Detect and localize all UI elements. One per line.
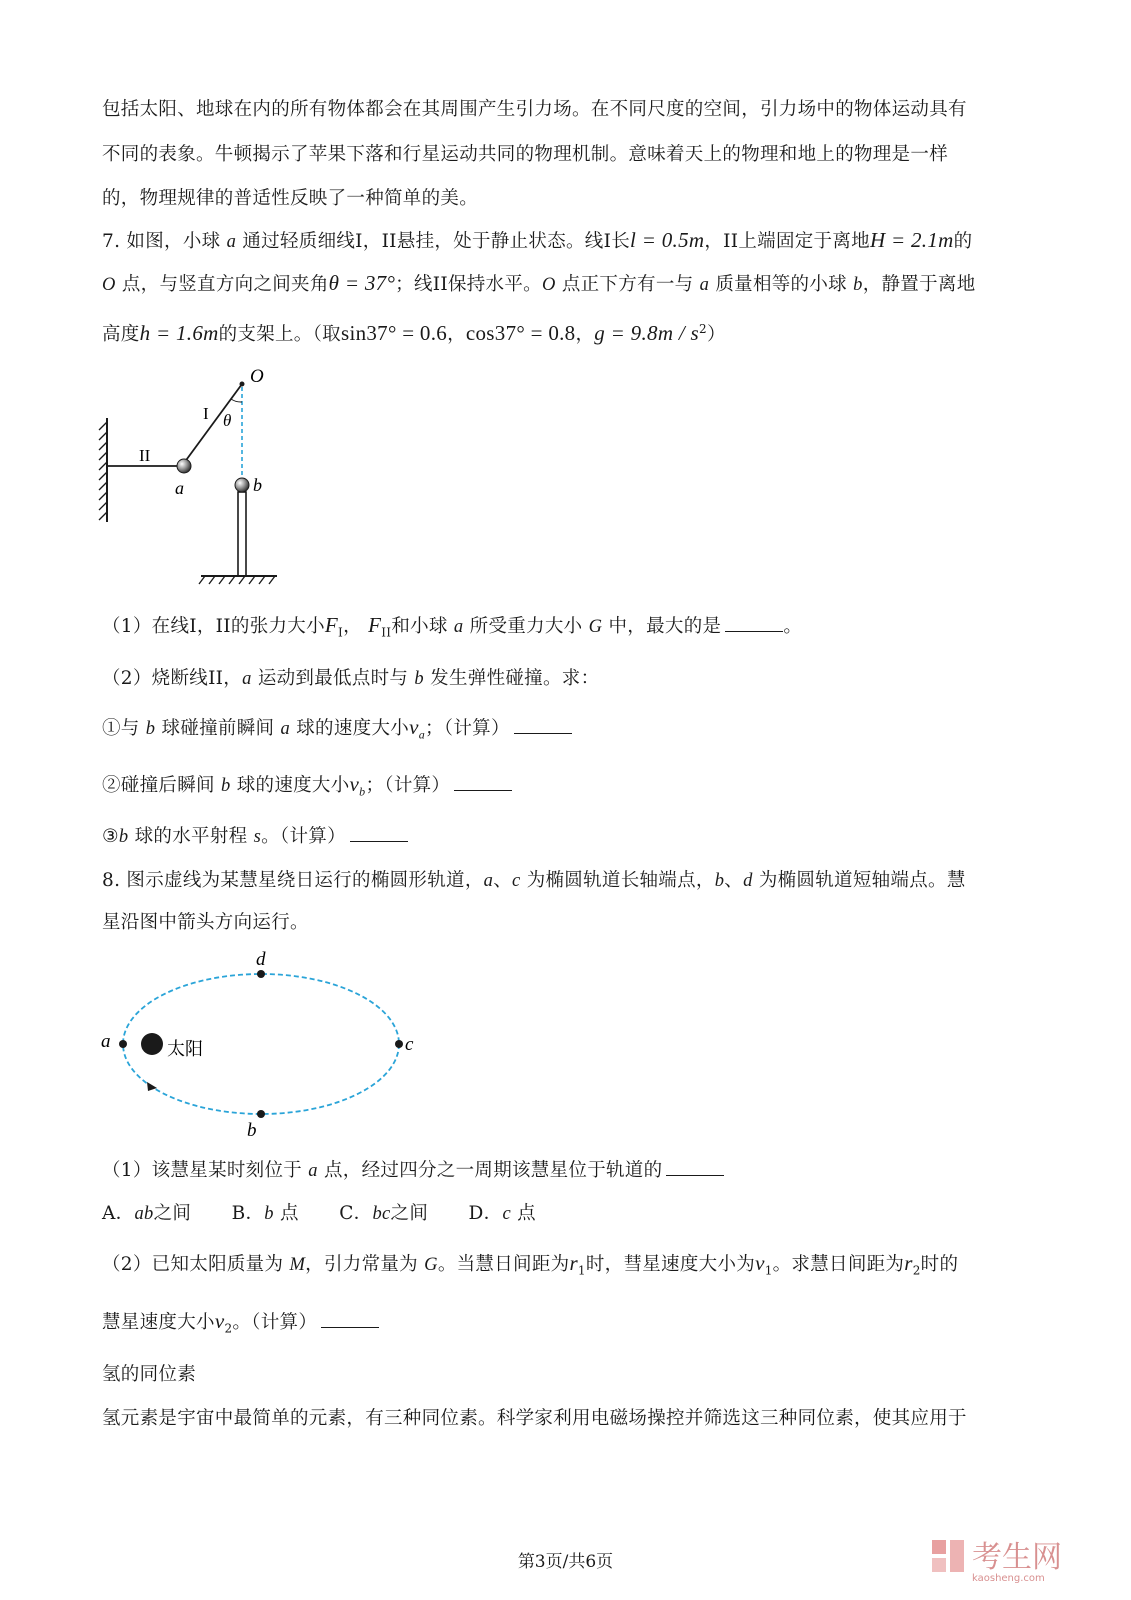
- q7-line-2: O 点，与竖直方向之间夹角θ = 37°；线II保持水平。O 点正下方有一与 a 质量相等的小球 b，静置于离地: [102, 271, 976, 295]
- orbit-figure: [95, 945, 435, 1145]
- svg-text:考生网: 考生网: [972, 1540, 1062, 1575]
- point-d: [257, 970, 265, 978]
- page-number: 第3页/共6页: [517, 1552, 614, 1572]
- sun-label: 太阳: [167, 1039, 203, 1060]
- answer-blank-1[interactable]: [725, 613, 783, 632]
- orbit-ellipse: [123, 974, 399, 1114]
- q7-line-1: 7. 如图，小球 a 通过轻质细线I，II悬挂，处于静止状态。线I长l = 0.5m，II上端固定于离地H = 2.1m的: [102, 228, 973, 252]
- sun: [141, 1033, 163, 1055]
- option-A[interactable]: A．ab之间: [102, 1203, 192, 1224]
- q8-line-2: 星沿图中箭头方向运行。: [102, 912, 309, 933]
- label-I: I: [203, 404, 209, 423]
- hydrogen-line-1: 氢元素是宇宙中最简单的元素，有三种同位素。科学家利用电磁场操控并筛选这三种同位素，使其应用于: [102, 1408, 967, 1429]
- watermark: [930, 1534, 1100, 1584]
- q8-part-2: （2）已知太阳质量为 M，引力常量为 G。当慧日间距为$r_1$时，彗星速度大小为$v_1$。求慧日间距为$r_2$时的: [102, 1251, 959, 1278]
- point-b: [257, 1110, 265, 1118]
- point-O: [240, 382, 245, 387]
- intro-line-3: 的，物理规律的普适性反映了一种简单的美。: [102, 188, 479, 209]
- label-c: c: [405, 1034, 414, 1055]
- answer-blank-6[interactable]: [321, 1309, 379, 1328]
- label-d: d: [256, 949, 266, 970]
- ball-a: [177, 459, 191, 473]
- label-a: a: [101, 1031, 111, 1052]
- angle-arc: [231, 399, 242, 402]
- intro-line-1: 包括太阳、地球在内的所有物体都会在其周围产生引力场。在不同尺度的空间，引力场中的物体运动具有: [102, 99, 967, 120]
- q8-part-1: （1）该慧星某时刻位于 a 点，经过四分之一周期该慧星位于轨道的: [102, 1156, 724, 1182]
- option-D[interactable]: D．c 点: [468, 1203, 536, 1224]
- section-title-hydrogen: 氢的同位素: [102, 1364, 197, 1385]
- q7-sub-2: ②碰撞后瞬间 b 球的速度大小$v_b$；（计算）: [102, 771, 512, 800]
- answer-blank-5[interactable]: [666, 1157, 724, 1176]
- option-B[interactable]: B．b 点: [231, 1203, 299, 1224]
- label-O: O: [250, 366, 264, 387]
- watermark-logo-icon: [930, 1534, 1100, 1584]
- q8-line-1: 8. 图示虚线为某慧星绕日运行的椭圆形轨道，a、c 为椭圆轨道长轴端点，b、d 为椭圆轨道短轴端点。慧: [102, 870, 966, 891]
- label-theta: θ: [223, 411, 232, 430]
- label-b: b: [247, 1120, 257, 1141]
- q8-part-2-cont: 慧星速度大小$v_2$。（计算）: [102, 1308, 379, 1336]
- option-C[interactable]: C．bc之间: [339, 1203, 429, 1224]
- q7-line-3: 高度h = 1.6m的支架上。（取sin37° = 0.6，cos37° = 0.8，$g = 9.8m / s^2$）: [102, 321, 726, 345]
- label-b: b: [253, 475, 262, 495]
- thread-I: [184, 384, 242, 463]
- q7-sub-1: ①与 b 球碰撞前瞬间 a 球的速度大小$v_a$；（计算）: [102, 714, 572, 743]
- label-II: II: [139, 446, 151, 465]
- point-c: [395, 1040, 403, 1048]
- intro-line-2: 不同的表象。牛顿揭示了苹果下落和行星运动共同的物理机制。意味着天上的物理和地上的物理是一样: [102, 144, 949, 165]
- ball-b: [235, 478, 249, 492]
- q8-options: [102, 1199, 536, 1225]
- answer-blank-3[interactable]: [454, 772, 512, 791]
- answer-blank-2[interactable]: [514, 715, 572, 734]
- stand: [238, 492, 246, 576]
- answer-blank-4[interactable]: [350, 823, 408, 842]
- q7-part-1: （1）在线I，II的张力大小$F_I$， $F_{II}$和小球 a 所受重力大小 G 中，最大的是 。: [102, 613, 803, 640]
- pendulum-figure: [95, 360, 295, 590]
- label-a: a: [175, 478, 184, 498]
- q7-part-2: （2）烧断线II，a 运动到最低点时与 b 发生弹性碰撞。求：: [102, 668, 600, 689]
- svg-text:kaosheng.com: kaosheng.com: [972, 1573, 1045, 1584]
- point-a: [119, 1040, 127, 1048]
- q7-sub-3: ③b 球的水平射程 s。（计算）: [102, 822, 408, 848]
